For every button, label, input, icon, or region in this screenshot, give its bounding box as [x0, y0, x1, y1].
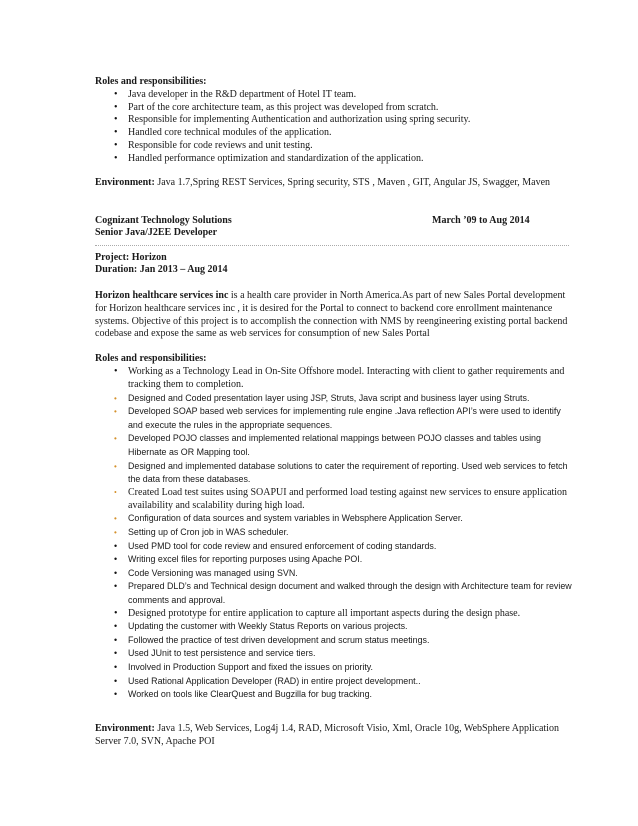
roles-item-text: Followed the practice of test driven development and scrum status meetings. [128, 634, 430, 645]
roles-list-item [95, 460, 577, 487]
project-duration: Duration: Jan 2013 – Aug 2014 [95, 264, 228, 275]
roles-list-item [95, 580, 577, 607]
environment-label: Environment: [95, 177, 155, 188]
roles-section-current [95, 366, 577, 702]
environment-previous [95, 177, 575, 190]
roles-list-item [95, 688, 577, 702]
roles-item-text: Working as a Technology Lead in On-Site Offshore model. Interacting with client to gather requirements and tracking them to completion. [128, 366, 565, 390]
bullet-icon: • [114, 621, 118, 632]
roles-list-item [95, 512, 577, 526]
roles-item-text: Created Load test suites using SOAPUI and performed load testing against new services to ensure application availability and scalability during high load. [128, 486, 568, 511]
roles-item-text: Updating the customer with Weekly Status Reports on various projects. [128, 621, 408, 632]
roles-list-item [95, 526, 577, 540]
description-text: is a health care provider in North America.As part of new Sales Portal development for Horizon healthcare services inc , it is desired for the Portal to connect to backend core enrollment maintenance systems. Objective of this project is to accomplish the connection with NMS by reengineering existing portal backend codebase and expose the same as web services for consumption of new Sales Portal [95, 290, 568, 340]
project-name: Project: Horizon [95, 252, 167, 263]
roles-item-text: Used Rational Application Developer (RAD) in entire project development.. [128, 675, 421, 686]
environment-text: Java 1.7,Spring REST Services, Spring security, STS , Maven , GIT, Angular JS, Swagger, Maven [154, 177, 551, 188]
environment-text: Java 1.5, Web Services, Log4j 1.4, RAD, Microsoft Visio, Xml, Oracle 10g, WebSphere Application Server 7.0, SVN, Apache POI [95, 723, 559, 747]
roles-item-text: Used PMD tool for code review and ensured enforcement of coding standards. [128, 540, 437, 551]
roles-list-item [95, 114, 575, 127]
roles-item-text: Writing excel files for reporting purposes using Apache POI. [128, 554, 363, 565]
roles-item-text: Responsible for code reviews and unit testing. [128, 139, 313, 151]
bullet-icon: • [114, 407, 117, 417]
roles-list-current [95, 366, 577, 702]
bullet-icon: • [114, 393, 117, 403]
roles-list-item [95, 366, 577, 392]
bullet-icon: • [114, 689, 118, 700]
roles-item-text: Prepared DLD’s and Technical design document and walked through the design with Architecture team for review comments and approval. [128, 581, 572, 605]
job-dates: March ’09 to Aug 2014 [432, 215, 530, 226]
roles-item-text: Designed and Coded presentation layer using JSP, Struts, Java script and business layer using Struts. [128, 392, 530, 403]
job-title: Senior Java/J2EE Developer [95, 227, 218, 238]
bullet-icon: • [114, 648, 118, 659]
bullet-icon: • [114, 461, 117, 471]
bullet-icon: • [114, 101, 118, 113]
roles-item-text: Designed prototype for entire application to capture all important aspects during the design phase. [128, 607, 521, 619]
roles-list-item [95, 140, 575, 153]
roles-item-text: Responsible for implementing Authentication and authorization using spring security. [128, 114, 471, 126]
bullet-icon: • [114, 567, 118, 578]
environment-label: Environment: [95, 723, 155, 734]
roles-item-text: Developed SOAP based web services for implementing rule engine .Java reflection API’s were used to identify and execute the rules in the appropriate sequences. [128, 406, 561, 430]
roles-item-text: Used JUnit to test persistence and service tiers. [128, 648, 316, 659]
bullet-icon: • [114, 514, 117, 524]
company-name: Cognizant Technology Solutions [95, 215, 232, 226]
roles-list-item [95, 127, 575, 140]
bullet-icon: • [114, 527, 117, 537]
bullet-icon: • [114, 139, 118, 151]
roles-section-previous [95, 76, 575, 166]
roles-item-text: Developed POJO classes and implemented relational mappings between POJO classes and tables using Hibernate as OR Mapping tool. [128, 433, 541, 457]
bullet-icon: • [114, 88, 118, 100]
roles-item-text: Configuration of data sources and system variables in Websphere Application Server. [128, 513, 463, 524]
client-name: Horizon healthcare services inc [95, 290, 229, 301]
roles-item-text: Part of the core architecture team, as this project was developed from scratch. [128, 101, 439, 113]
roles-list-item [95, 553, 577, 567]
roles-item-text: Handled performance optimization and standardization of the application. [128, 152, 424, 164]
project-description [95, 290, 577, 341]
roles-list-item [95, 153, 575, 166]
bullet-icon: • [114, 554, 118, 565]
roles-item-text: Handled core technical modules of the application. [128, 127, 332, 139]
roles-list-item [95, 608, 577, 621]
roles-heading: Roles and responsibilities: [95, 76, 207, 87]
roles-item-text: Java developer in the R&D department of Hotel IT team. [128, 88, 357, 100]
bullet-icon: • [114, 540, 118, 551]
bullet-icon: • [114, 487, 117, 497]
bullet-icon: • [114, 607, 118, 619]
divider [95, 245, 569, 246]
roles-list-item [95, 432, 577, 459]
bullet-icon: • [114, 662, 118, 673]
roles-list-item [95, 675, 577, 689]
roles-heading-current: Roles and responsibilities: [95, 353, 207, 364]
bullet-icon: • [114, 581, 118, 592]
roles-list-item [95, 634, 577, 648]
roles-list-item [95, 487, 577, 513]
roles-item-text: Worked on tools like ClearQuest and Bugzilla for bug tracking. [128, 689, 373, 700]
roles-item-text: Designed and implemented database solutions to cater the requirement of reporting. Used web services to fetch the data from these databases. [128, 460, 568, 485]
bullet-icon: • [114, 127, 118, 139]
roles-list-item [95, 405, 577, 432]
roles-list-item [95, 89, 575, 102]
roles-list-item [95, 661, 577, 675]
bullet-icon: • [114, 114, 118, 126]
roles-list-item [95, 647, 577, 661]
roles-list-item [95, 392, 577, 406]
roles-item-text: Involved in Production Support and fixed the issues on priority. [128, 662, 374, 673]
bullet-icon: • [114, 152, 118, 164]
roles-list-item [95, 620, 577, 634]
roles-list-item [95, 102, 575, 115]
bullet-icon: • [114, 675, 118, 686]
bullet-icon: • [114, 634, 118, 645]
bullet-icon: • [114, 434, 117, 444]
roles-list-item [95, 567, 577, 581]
roles-list [95, 89, 575, 166]
roles-item-text: Code Versioning was managed using SVN. [128, 567, 298, 578]
bullet-icon: • [114, 366, 118, 377]
environment-current [95, 723, 565, 749]
roles-list-item [95, 540, 577, 554]
roles-item-text: Setting up of Cron job in WAS scheduler. [128, 526, 289, 537]
